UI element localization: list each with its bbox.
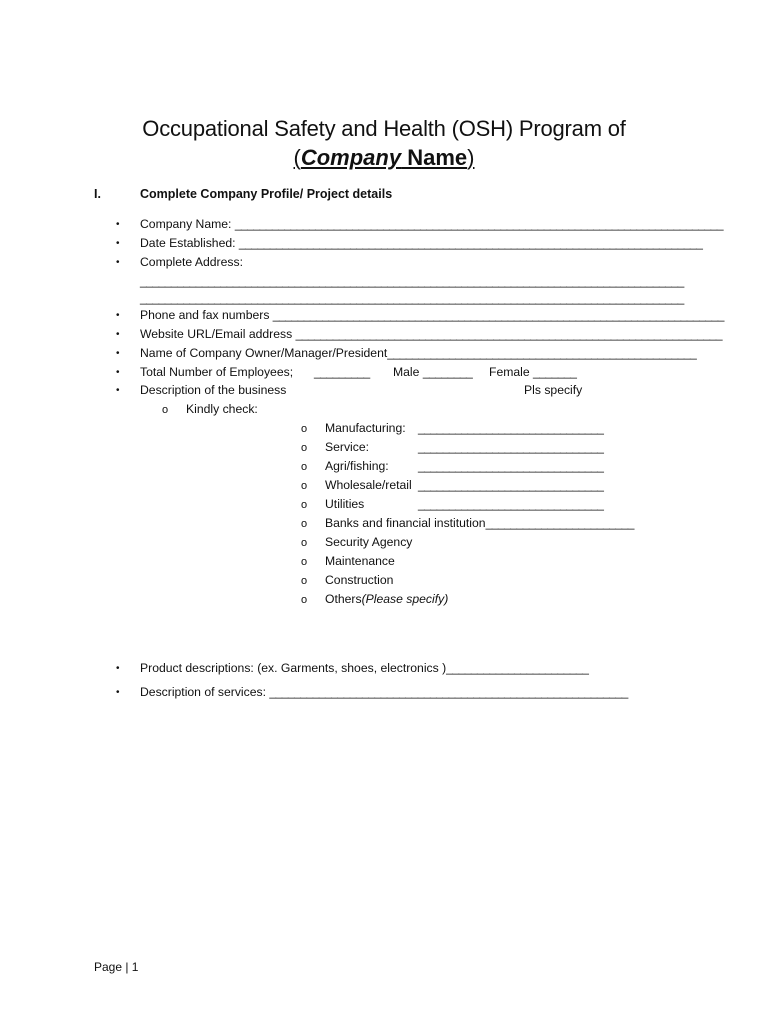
option-utilities-blank[interactable]: ______________________________	[418, 497, 604, 511]
bullet-icon: •	[116, 385, 120, 396]
option-others[interactable]: o Others(Please specify)	[301, 592, 449, 606]
kindly-check-label: o Kindly check:	[162, 402, 258, 416]
section-heading	[94, 187, 392, 201]
others-note: (Please specify)	[361, 592, 449, 606]
option-manufacturing-blank[interactable]: ______________________________	[418, 421, 604, 435]
bullet-icon: •	[116, 367, 120, 378]
page-number: Page | 1	[94, 960, 139, 974]
services-blank[interactable]: __________________________________________________________	[269, 685, 628, 699]
male-blank[interactable]: ________	[422, 365, 473, 379]
employees-female: Female _______	[489, 365, 577, 379]
field-employees: • Total Number of Employees;	[116, 365, 294, 379]
bullet-icon: •	[116, 219, 120, 230]
bullet-icon: •	[116, 687, 120, 698]
owner-blank[interactable]: __________________________________________________	[387, 346, 697, 360]
bullet-icon: •	[116, 329, 120, 340]
website-blank[interactable]: _____________________________________________________________________	[295, 327, 722, 341]
checkbox-circle-icon[interactable]: o	[301, 423, 308, 435]
field-complete-address: • Complete Address:	[116, 255, 243, 269]
checkbox-circle-icon[interactable]: o	[301, 480, 308, 492]
option-service[interactable]: o Service:	[301, 440, 370, 454]
option-security-agency[interactable]: o Security Agency	[301, 535, 413, 549]
option-banks[interactable]: o Banks and financial institution________________________	[301, 516, 634, 530]
option-wholesale-retail[interactable]: o Wholesale/retail	[301, 478, 412, 492]
checkbox-circle-icon[interactable]: o	[301, 556, 308, 568]
option-maintenance[interactable]: o Maintenance	[301, 554, 395, 568]
field-website: • Website URL/Email address _____________________________________________________________________	[116, 327, 722, 341]
checkbox-circle-icon[interactable]: o	[301, 499, 308, 511]
option-service-blank[interactable]: ______________________________	[418, 440, 604, 454]
field-company-name: • Company Name: _______________________________________________________________________________	[116, 217, 723, 231]
document-title-line2	[0, 145, 768, 171]
address-blank-line-2[interactable]: ________________________________________________________________________________________	[140, 291, 684, 305]
employees-male: Male ________	[393, 365, 473, 379]
document-title-line1: Occupational Safety and Health (OSH) Program of	[142, 116, 626, 141]
field-phone-fax: • Phone and fax numbers _________________________________________________________________________	[116, 308, 724, 322]
field-product-descriptions: • Product descriptions: (ex. Garments, shoes, electronics )_______________________	[116, 661, 589, 675]
pls-specify-label: Pls specify	[524, 383, 583, 397]
checkbox-circle-icon[interactable]: o	[301, 461, 308, 473]
option-agri-fishing[interactable]: o Agri/fishing:	[301, 459, 389, 473]
field-owner: • Name of Company Owner/Manager/President__________________________________________________	[116, 346, 697, 360]
checkbox-circle-icon[interactable]: o	[301, 575, 308, 587]
checkbox-circle-icon[interactable]: o	[301, 594, 308, 606]
company-name-blank[interactable]: _______________________________________________________________________________	[234, 217, 723, 231]
sub-bullet-icon: o	[162, 404, 169, 416]
field-business-description: • Description of the business	[116, 383, 287, 397]
bullet-icon: •	[116, 238, 120, 249]
field-date-established: • Date Established: ___________________________________________________________________________	[116, 236, 703, 250]
female-blank[interactable]: _______	[533, 365, 577, 379]
checkbox-circle-icon[interactable]: o	[301, 442, 308, 454]
option-construction[interactable]: o Construction	[301, 573, 394, 587]
option-banks-blank[interactable]: ________________________	[485, 516, 634, 530]
address-blank-line-1[interactable]: ________________________________________________________________________________________	[140, 274, 684, 288]
product-blank[interactable]: _______________________	[446, 661, 589, 675]
checkbox-circle-icon[interactable]: o	[301, 518, 308, 530]
phone-fax-blank[interactable]: _________________________________________________________________________	[272, 308, 724, 322]
date-established-blank[interactable]: ___________________________________________________________________________	[238, 236, 703, 250]
option-manufacturing[interactable]: o Manufacturing:	[301, 421, 406, 435]
option-agri-fishing-blank[interactable]: ______________________________	[418, 459, 604, 473]
employees-total-blank[interactable]: _________	[314, 365, 370, 379]
section-title: Complete Company Profile/ Project details	[140, 187, 393, 201]
bullet-icon: •	[116, 310, 120, 321]
bullet-icon: •	[116, 257, 120, 268]
company-name-placeholder: (Company Name)	[293, 145, 475, 170]
section-number: I.	[94, 187, 101, 201]
option-utilities[interactable]: o Utilities	[301, 497, 365, 511]
bullet-icon: •	[116, 348, 120, 359]
bullet-icon: •	[116, 663, 120, 674]
checkbox-circle-icon[interactable]: o	[301, 537, 308, 549]
field-service-descriptions: • Description of services: __________________________________________________________	[116, 685, 628, 699]
option-wholesale-retail-blank[interactable]: ______________________________	[418, 478, 604, 492]
